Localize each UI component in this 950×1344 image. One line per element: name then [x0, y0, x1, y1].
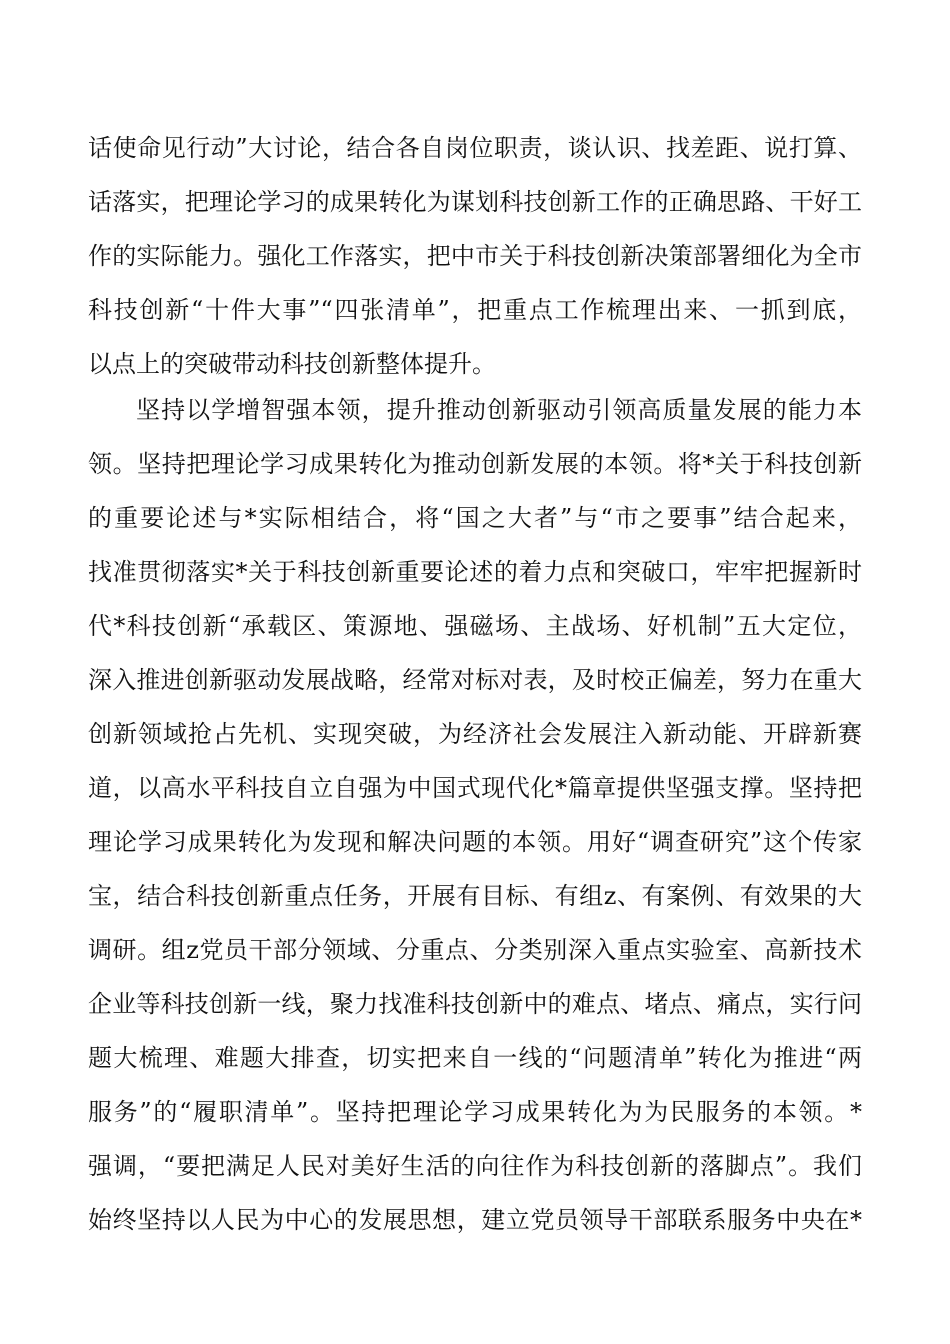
text-line: 坚持以学增智强本领，提升推动创新驱动引领高质量发展的能力本	[136, 396, 862, 424]
text-line: 企业等科技创新一线，聚力找准科技创新中的难点、堵点、痛点，实行问	[88, 990, 862, 1018]
text-line: 道，以高水平科技自立自强为中国式现代化*篇章提供坚强支撑。坚持把	[88, 774, 862, 802]
text-line: 题大梳理、难题大排查，切实把来自一线的“问题清单”转化为推进“两	[88, 1044, 862, 1072]
text-line: 代*科技创新“承载区、策源地、强磁场、主战场、好机制”五大定位，	[88, 612, 862, 640]
text-line: 理论学习成果转化为发现和解决问题的本领。用好“调查研究”这个传家	[88, 828, 862, 856]
text-line: 话使命见行动”大讨论，结合各自岗位职责，谈认识、找差距、说打算、	[88, 134, 862, 162]
text-line: 领。坚持把理论学习成果转化为推动创新发展的本领。将*关于科技创新	[88, 450, 862, 478]
text-line: 以点上的突破带动科技创新整体提升。	[88, 350, 496, 378]
text-line: 科技创新“十件大事”“四张清单”，把重点工作梳理出来、一抓到底，	[88, 296, 862, 324]
text-line: 服务”的“履职清单”。坚持把理论学习成果转化为为民服务的本领。*	[88, 1098, 862, 1126]
text-line: 的重要论述与*实际相结合，将“国之大者”与“市之要事”结合起来，	[88, 504, 862, 532]
text-line: 调研。组z党员干部分领域、分重点、分类别深入重点实验室、高新技术	[88, 936, 862, 964]
text-line: 宝，结合科技创新重点任务，开展有目标、有组z、有案例、有效果的大	[88, 882, 862, 910]
text-line: 找准贯彻落实*关于科技创新重要论述的着力点和突破口，牢牢把握新时	[88, 558, 862, 586]
text-line: 强调，“要把满足人民对美好生活的向往作为科技创新的落脚点”。我们	[88, 1152, 862, 1180]
text-line: 创新领域抢占先机、实现突破，为经济社会发展注入新动能、开辟新赛	[88, 720, 862, 748]
text-line: 始终坚持以人民为中心的发展思想，建立党员领导干部联系服务中央在*	[88, 1206, 862, 1234]
text-line: 话落实，把理论学习的成果转化为谋划科技创新工作的正确思路、干好工	[88, 188, 862, 216]
text-line: 作的实际能力。强化工作落实，把中市关于科技创新决策部署细化为全市	[88, 242, 862, 270]
text-line: 深入推进创新驱动发展战略，经常对标对表，及时校正偏差，努力在重大	[88, 666, 862, 694]
